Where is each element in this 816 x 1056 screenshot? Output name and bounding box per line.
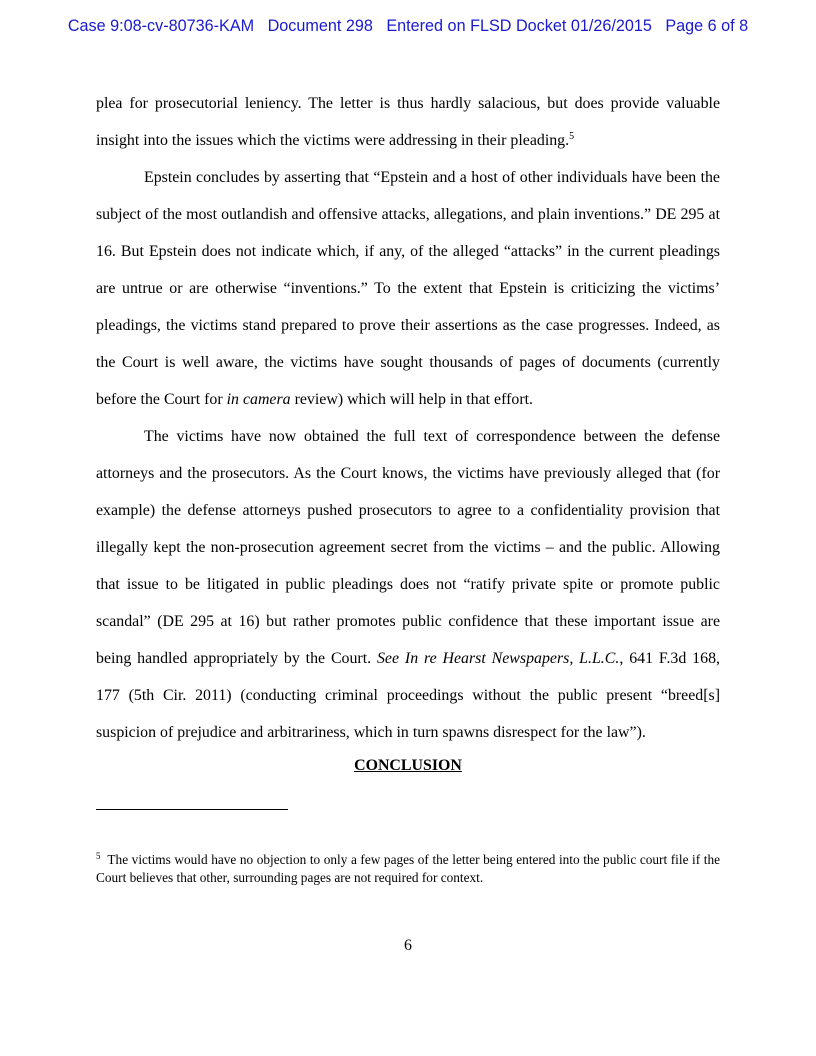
document-body [96,85,720,751]
section-heading-conclusion: CONCLUSION [354,757,462,774]
paragraph-3-text-end: , 641 F.3d 168, 177 (5th Cir. 2011) (conducting criminal proceedings without the public present “breed[s] suspicion of prejudice and arbitrariness, which in turn spawns disrespect for the law”). [96,650,720,741]
paragraph-2-text: Epstein concludes by asserting that “Epstein and a host of other individuals have been the subject of the most outlandish and offensive attacks, allegations, and plain inventions.” DE 295 at 16. But Epstein does not indicate which, if any, of the alleged “attacks” in the current pleadings are untrue or are otherwise “inventions.” To the extent that Epstein is criticizing the victims’ pleadings, the victims stand prepared to prove their assertions as the case progresses. Indeed, as the Court is well aware, the victims have sought thousands of pages of documents (currently before the Court for [96,169,720,408]
paragraph-1 [96,85,720,159]
paragraph-3-text: The victims have now obtained the full text of correspondence between the defense attorneys and the prosecutors. As the Court knows, the victims have previously alleged that (for example) the defense attorneys pushed prosecutors to agree to a confidentiality provision that illegally kept the non-prosecution agreement secret from the victims – and the public. Allowing that issue to be litigated in public pleadings does not “ratify private spite or promote public scandal” (DE 295 at 16) but rather promotes public confidence that these important issue are being handled appropriately by the Court. [96,428,720,667]
paragraph-1-text: plea for prosecutorial leniency. The letter is thus hardly salacious, but does provide valuable insight into the issues which the victims were addressing in their pleading. [96,95,720,149]
footnote-text: The victims would have no objection to only a few pages of the letter being entered into the public court file if the Court believes that other, surrounding pages are not required for context. [96,852,720,885]
page-number: 6 [404,937,412,954]
footnote-number: 5 [96,851,101,861]
footnote-divider [96,809,288,810]
docket-header-stamp: Case 9:08-cv-80736-KAM Document 298 Entered on FLSD Docket 01/26/2015 Page 6 of 8 [67,17,749,35]
paragraph-3 [96,418,720,751]
footnote-reference-5: 5 [569,131,575,142]
case-citation: See In re Hearst Newspapers, L.L.C. [376,650,620,667]
paragraph-2 [96,159,720,418]
paragraph-2-text-end: review) which will help in that effort. [290,391,534,408]
paragraph-2-italic-term: in camera [226,391,291,408]
footnote [96,851,720,887]
